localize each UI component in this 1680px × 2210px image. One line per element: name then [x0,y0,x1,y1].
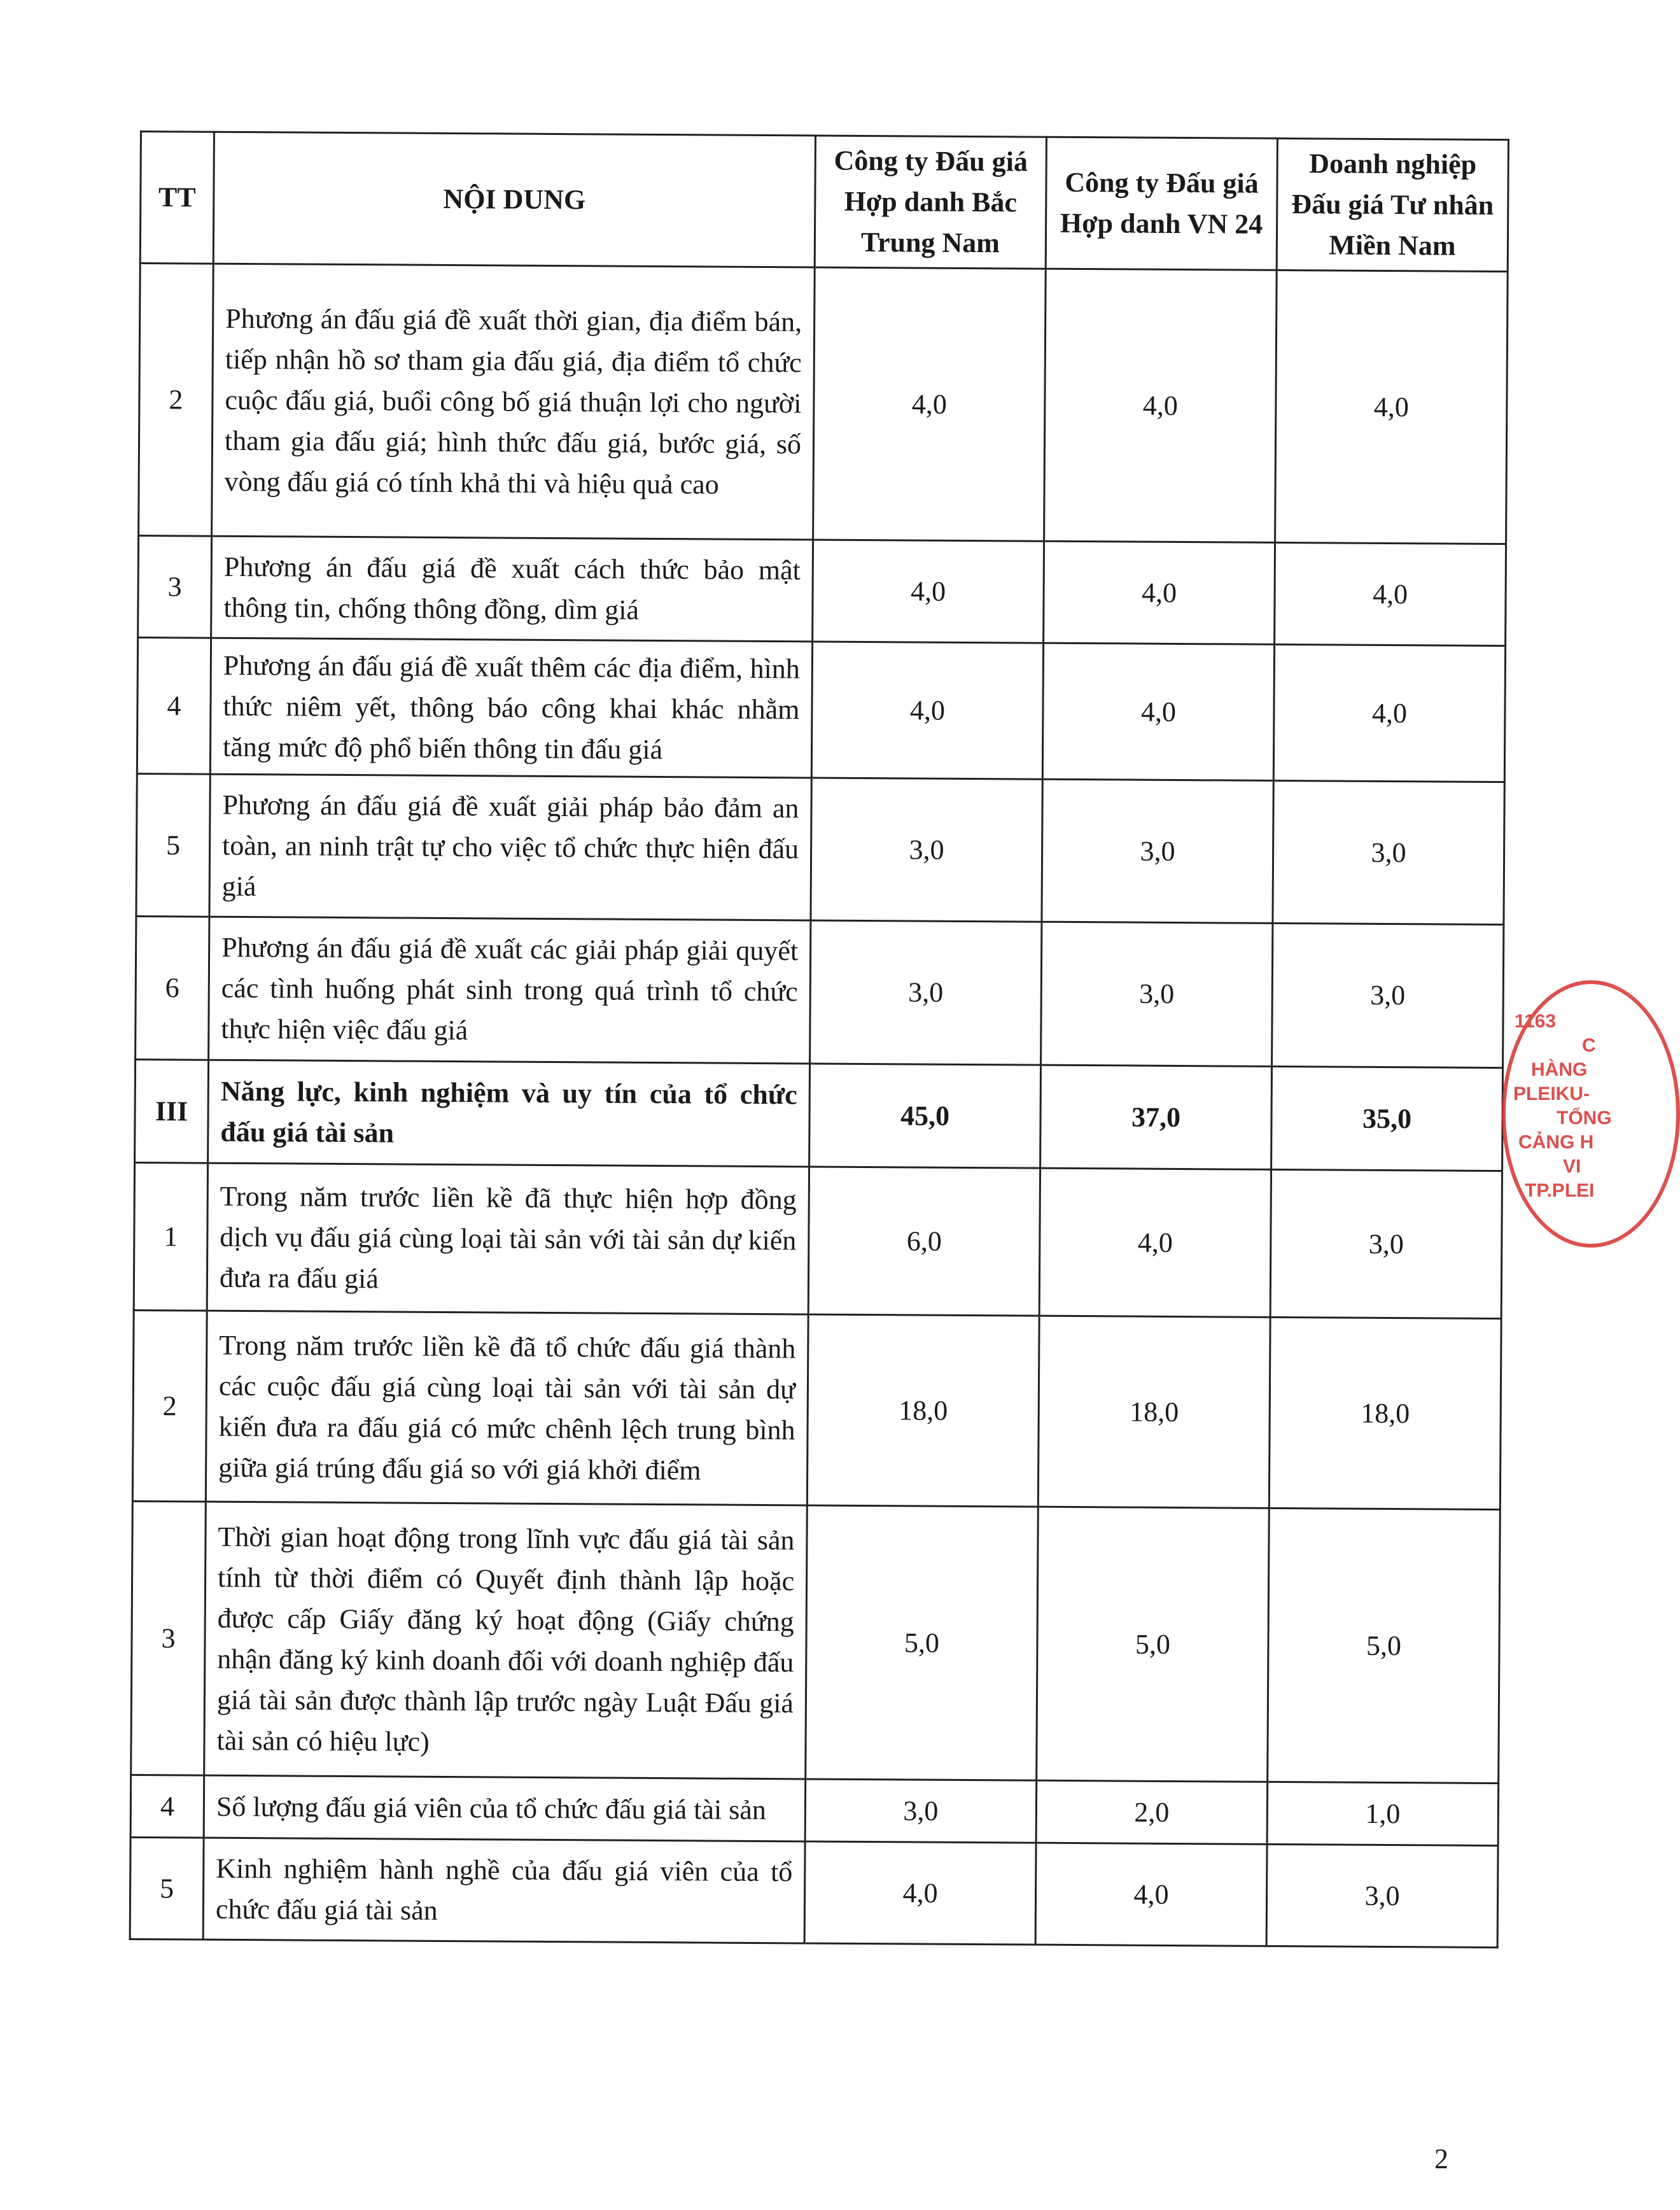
row-tt: 4 [130,1775,204,1838]
table-row [138,535,1506,645]
row-score-3: 3,0 [1272,923,1504,1067]
row-score-3: 5,0 [1268,1508,1501,1783]
row-tt: III [135,1059,209,1163]
row-score-1: 4,0 [813,540,1044,643]
row-tt: 5 [136,773,210,917]
row-score-3: 4,0 [1273,644,1505,782]
row-content: Số lượng đấu giá viên của tổ chức đấu giá tài sản [204,1775,806,1841]
stamp-line: 1163 [1515,1011,1557,1032]
header-content: NỘI DUNG [213,132,815,267]
row-tt: 1 [134,1162,207,1311]
row-score-2: 4,0 [1039,1168,1271,1317]
row-score-3: 4,0 [1275,270,1508,544]
scoring-table [129,130,1509,1948]
table-row [134,1162,1502,1318]
table-row [130,1775,1499,1845]
row-tt: 5 [130,1837,204,1939]
row-content: Phương án đấu giá đề xuất giải pháp bảo đảm an toàn, an ninh trật tự cho việc tổ chức thực hiện đấu giá [209,774,811,920]
row-tt: 4 [137,637,211,774]
row-score-3: 1,0 [1267,1782,1499,1845]
row-score-3: 4,0 [1275,542,1506,645]
row-content: Phương án đấu giá đề xuất các giải pháp giải quyết các tình huống phát sinh trong quá trình tổ chức thực hiện việc đấu giá [209,917,811,1064]
row-score-1: 18,0 [807,1314,1039,1507]
row-score-2: 4,0 [1035,1843,1267,1946]
red-seal-stamp [1502,980,1680,1248]
stamp-line: VI [1563,1156,1581,1177]
page-number: 2 [1434,2143,1448,2174]
row-score-3: 3,0 [1273,780,1504,924]
row-score-2: 2,0 [1036,1780,1268,1844]
row-score-1: 4,0 [811,642,1043,779]
row-score-3: 3,0 [1270,1169,1502,1318]
row-content: Trong năm trước liền kề đã thực hiện hợp đồng dịch vụ đấu giá cùng loại tài sản với tài sản dự kiến đưa ra đấu giá [207,1163,809,1314]
row-score-2: 4,0 [1044,269,1277,542]
row-score-2: 37,0 [1040,1065,1272,1169]
row-score-3: 35,0 [1271,1066,1503,1171]
header-company-3: Doanh nghiệp Đấu giá Tư nhân Miền Nam [1277,138,1508,271]
row-score-2: 18,0 [1038,1316,1270,1508]
row-content: Năng lực, kinh nghiệm và uy tín của tổ chức đấu giá tài sản [208,1060,810,1167]
row-score-2: 3,0 [1042,779,1273,923]
row-score-3: 3,0 [1266,1844,1498,1947]
row-tt: 6 [136,916,209,1060]
table-row [137,637,1505,782]
table-row [136,773,1504,924]
row-tt: 3 [131,1501,206,1775]
row-tt: 2 [139,264,214,537]
table-row [131,1501,1501,1783]
row-content: Phương án đấu giá đề xuất thời gian, địa điểm bán, tiếp nhận hồ sơ tham gia đấu giá, địa điểm tổ chức cuộc đấu giá, buổi công bố giá thuận lợi cho người tham gia đấu giá; hình thức đấu giá, bước giá, số vòng đấu giá có tính khả thi và hiệu quả cao [212,264,815,540]
row-score-3: 18,0 [1269,1317,1501,1509]
table-row [139,264,1508,544]
row-score-1: 6,0 [808,1167,1040,1316]
stamp-line: CẢNG H [1518,1132,1594,1153]
row-score-1: 3,0 [810,920,1042,1065]
row-score-1: 3,0 [805,1779,1037,1843]
row-tt: 3 [138,535,212,638]
row-content: Thời gian hoạt động trong lĩnh vực đấu giá tài sản tính từ thời điểm có Quyết định thành lập hoặc được cấp Giấy đăng ký hoạt động (Giấy chứng nhận đăng ký kinh doanh đối với doanh nghiệp đấu giá tài sản được thành lập trước ngày Luật Đấu giá tài sản có hiệu lực) [204,1502,808,1779]
table-header-row [140,132,1508,272]
row-content: Phương án đấu giá đề xuất thêm các địa điểm, hình thức niêm yết, thông báo công khai khác nhằm tăng mức độ phổ biến thông tin đấu giá [210,638,812,778]
row-score-1: 4,0 [804,1841,1036,1945]
row-score-1: 4,0 [813,267,1046,541]
row-score-1: 5,0 [806,1505,1039,1780]
row-score-1: 45,0 [809,1064,1041,1168]
header-tt: TT [140,132,214,264]
header-company-2: Công ty Đấu giá Hợp danh VN 24 [1046,137,1277,270]
stamp-line: PLEIKU- [1513,1083,1590,1104]
stamp-line: TP.PLEI [1525,1180,1595,1201]
section-row [135,1059,1503,1171]
header-company-1: Công ty Đấu giá Hợp danh Bắc Trung Nam [815,136,1046,269]
row-score-2: 3,0 [1041,922,1273,1066]
row-score-1: 3,0 [811,778,1042,922]
table-row [136,916,1504,1067]
stamp-line: TỔNG [1557,1108,1612,1129]
stamp-line: HÀNG [1531,1059,1588,1080]
row-score-2: 4,0 [1044,541,1275,644]
row-score-2: 4,0 [1042,643,1274,780]
row-content: Phương án đấu giá đề xuất cách thức bảo mật thông tin, chống thông đồng, dìm giá [211,536,813,642]
row-score-2: 5,0 [1037,1507,1270,1782]
row-content: Trong năm trước liền kề đã tổ chức đấu giá thành các cuộc đấu giá cùng loại tài sản với tài sản dự kiến đưa ra đấu giá có mức chênh lệch trung bình giữa giá trúng đấu giá so với giá khởi điểm [206,1311,808,1505]
stamp-line: C [1582,1035,1596,1056]
table-row [132,1310,1501,1509]
row-tt: 2 [132,1310,207,1502]
table-row [130,1837,1498,1947]
row-content: Kinh nghiệm hành nghề của đấu giá viên của tổ chức đấu giá tài sản [203,1838,805,1943]
